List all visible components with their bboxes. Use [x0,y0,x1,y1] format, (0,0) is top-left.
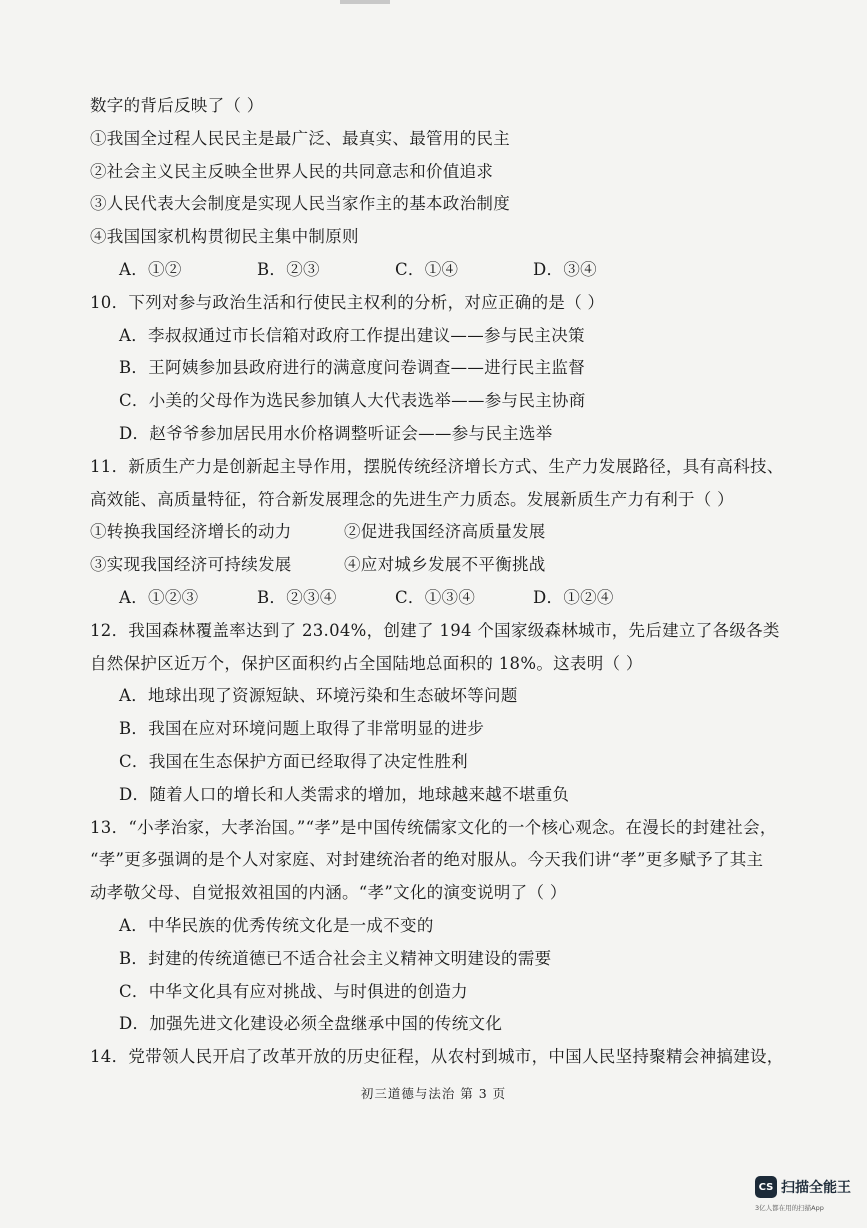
q9-statement-3: ③人民代表大会制度是实现人民当家作主的基本政治制度 [90,194,510,214]
q9-option-b: B．②③ [257,259,320,279]
q11-statement-3: ③实现我国经济可持续发展 [90,555,292,575]
q12-stem-1: 12．我国森林覆盖率达到了 23.04%，创建了 194 个国家级森林城市，先后建立了各级各类 [90,620,780,640]
q9-stem-tail: 数字的背后反映了（ ） [90,96,264,115]
q11-statement-4: ④应对城乡发展不平衡挑战 [344,555,546,575]
q12-option-c: C．我国在生态保护方面已经取得了决定性胜利 [119,751,468,771]
q12-option-a: A．地球出现了资源短缺、环境污染和生态破坏等问题 [119,686,518,706]
q11-statement-1: ①转换我国经济增长的动力 [90,522,292,542]
page-footer: 初三道德与法治 第 3 页 [360,1086,507,1101]
q13-option-b: B．封建的传统道德已不适合社会主义精神文明建设的需要 [119,948,552,968]
q11-option-d: D．①②④ [533,587,614,607]
scanner-tagline: 3亿人都在用的扫描App [755,1204,824,1212]
q10-option-b: B．王阿姨参加县政府进行的满意度问卷调查——进行民主监督 [119,358,586,378]
q11-statements-row-2 [90,549,790,582]
q12-stem-2: 自然保护区近万个，保护区面积约占全国陆地总面积的 18%。这表明（ ） [90,653,643,673]
exam-content [90,90,790,1074]
q10-stem: 10．下列对参与政治生活和行使民主权利的分析，对应正确的是（ ） [90,292,605,312]
scanner-logo-icon: CS [755,1176,777,1198]
q13-stem-1: 13．“小孝治家，大孝治国。”“孝”是中国传统儒家文化的一个核心观念。在漫长的封建社会， [90,817,777,837]
q9-option-d: D．③④ [533,259,597,279]
q11-option-b: B．②③④ [257,587,337,607]
q11-stem-1: 11．新质生产力是创新起主导作用，摆脱传统经济增长方式、生产力发展路径，具有高科技、 [90,456,784,476]
page-top-mark [340,0,390,4]
q13-stem-2: “孝”更多强调的是个人对家庭、对封建统治者的绝对服从。今天我们讲“孝”更多赋予了其主 [90,850,764,870]
q11-option-c: C．①③④ [395,587,476,607]
scanner-watermark [755,1176,859,1216]
q12-option-b: B．我国在应对环境问题上取得了非常明显的进步 [119,719,485,739]
q11-stem-2: 高效能、高质量特征，符合新发展理念的先进生产力质态。发展新质生产力有利于（ ） [90,489,734,509]
q11-statement-2: ②促进我国经济高质量发展 [344,522,546,542]
q13-stem-3: 动孝敬父母、自觉报效祖国的内涵。“孝”文化的演变说明了（ ） [90,883,567,903]
q10-option-a: A．李叔叔通过市长信箱对政府工作提出建议——参与民主决策 [119,325,585,345]
q10-option-c: C．小美的父母作为选民参加镇人大代表选举——参与民主协商 [119,391,586,411]
q11-option-a: A．①②③ [119,587,199,607]
q9-statement-2: ②社会主义民主反映全世界人民的共同意志和价值追求 [90,161,494,181]
q13-option-a: A．中华民族的优秀传统文化是一成不变的 [119,915,434,935]
q10-option-d: D．赵爷爷参加居民用水价格调整听证会——参与民主选举 [119,423,553,443]
q11-statements-row-1 [90,516,790,549]
q12-option-d: D．随着人口的增长和人类需求的增加，地球越来越不堪重负 [119,784,570,804]
scanner-app-name: 扫描全能王 [781,1180,851,1196]
q13-option-c: C．中华文化具有应对挑战、与时俱进的创造力 [119,981,468,1001]
q9-option-c: C．①④ [395,259,459,279]
q9-statement-4: ④我国国家机构贯彻民主集中制原则 [90,227,359,247]
q13-option-d: D．加强先进文化建设必须全盘继承中国的传统文化 [119,1014,503,1034]
q9-statement-1: ①我国全过程人民民主是最广泛、最真实、最管用的民主 [90,128,510,148]
q9-option-a: A．①② [119,259,182,279]
q14-stem-1: 14．党带领人民开启了改革开放的历史征程，从农村到城市，中国人民坚持聚精会神搞建设， [90,1047,784,1067]
q9-options [90,254,790,287]
q11-options [90,582,790,615]
